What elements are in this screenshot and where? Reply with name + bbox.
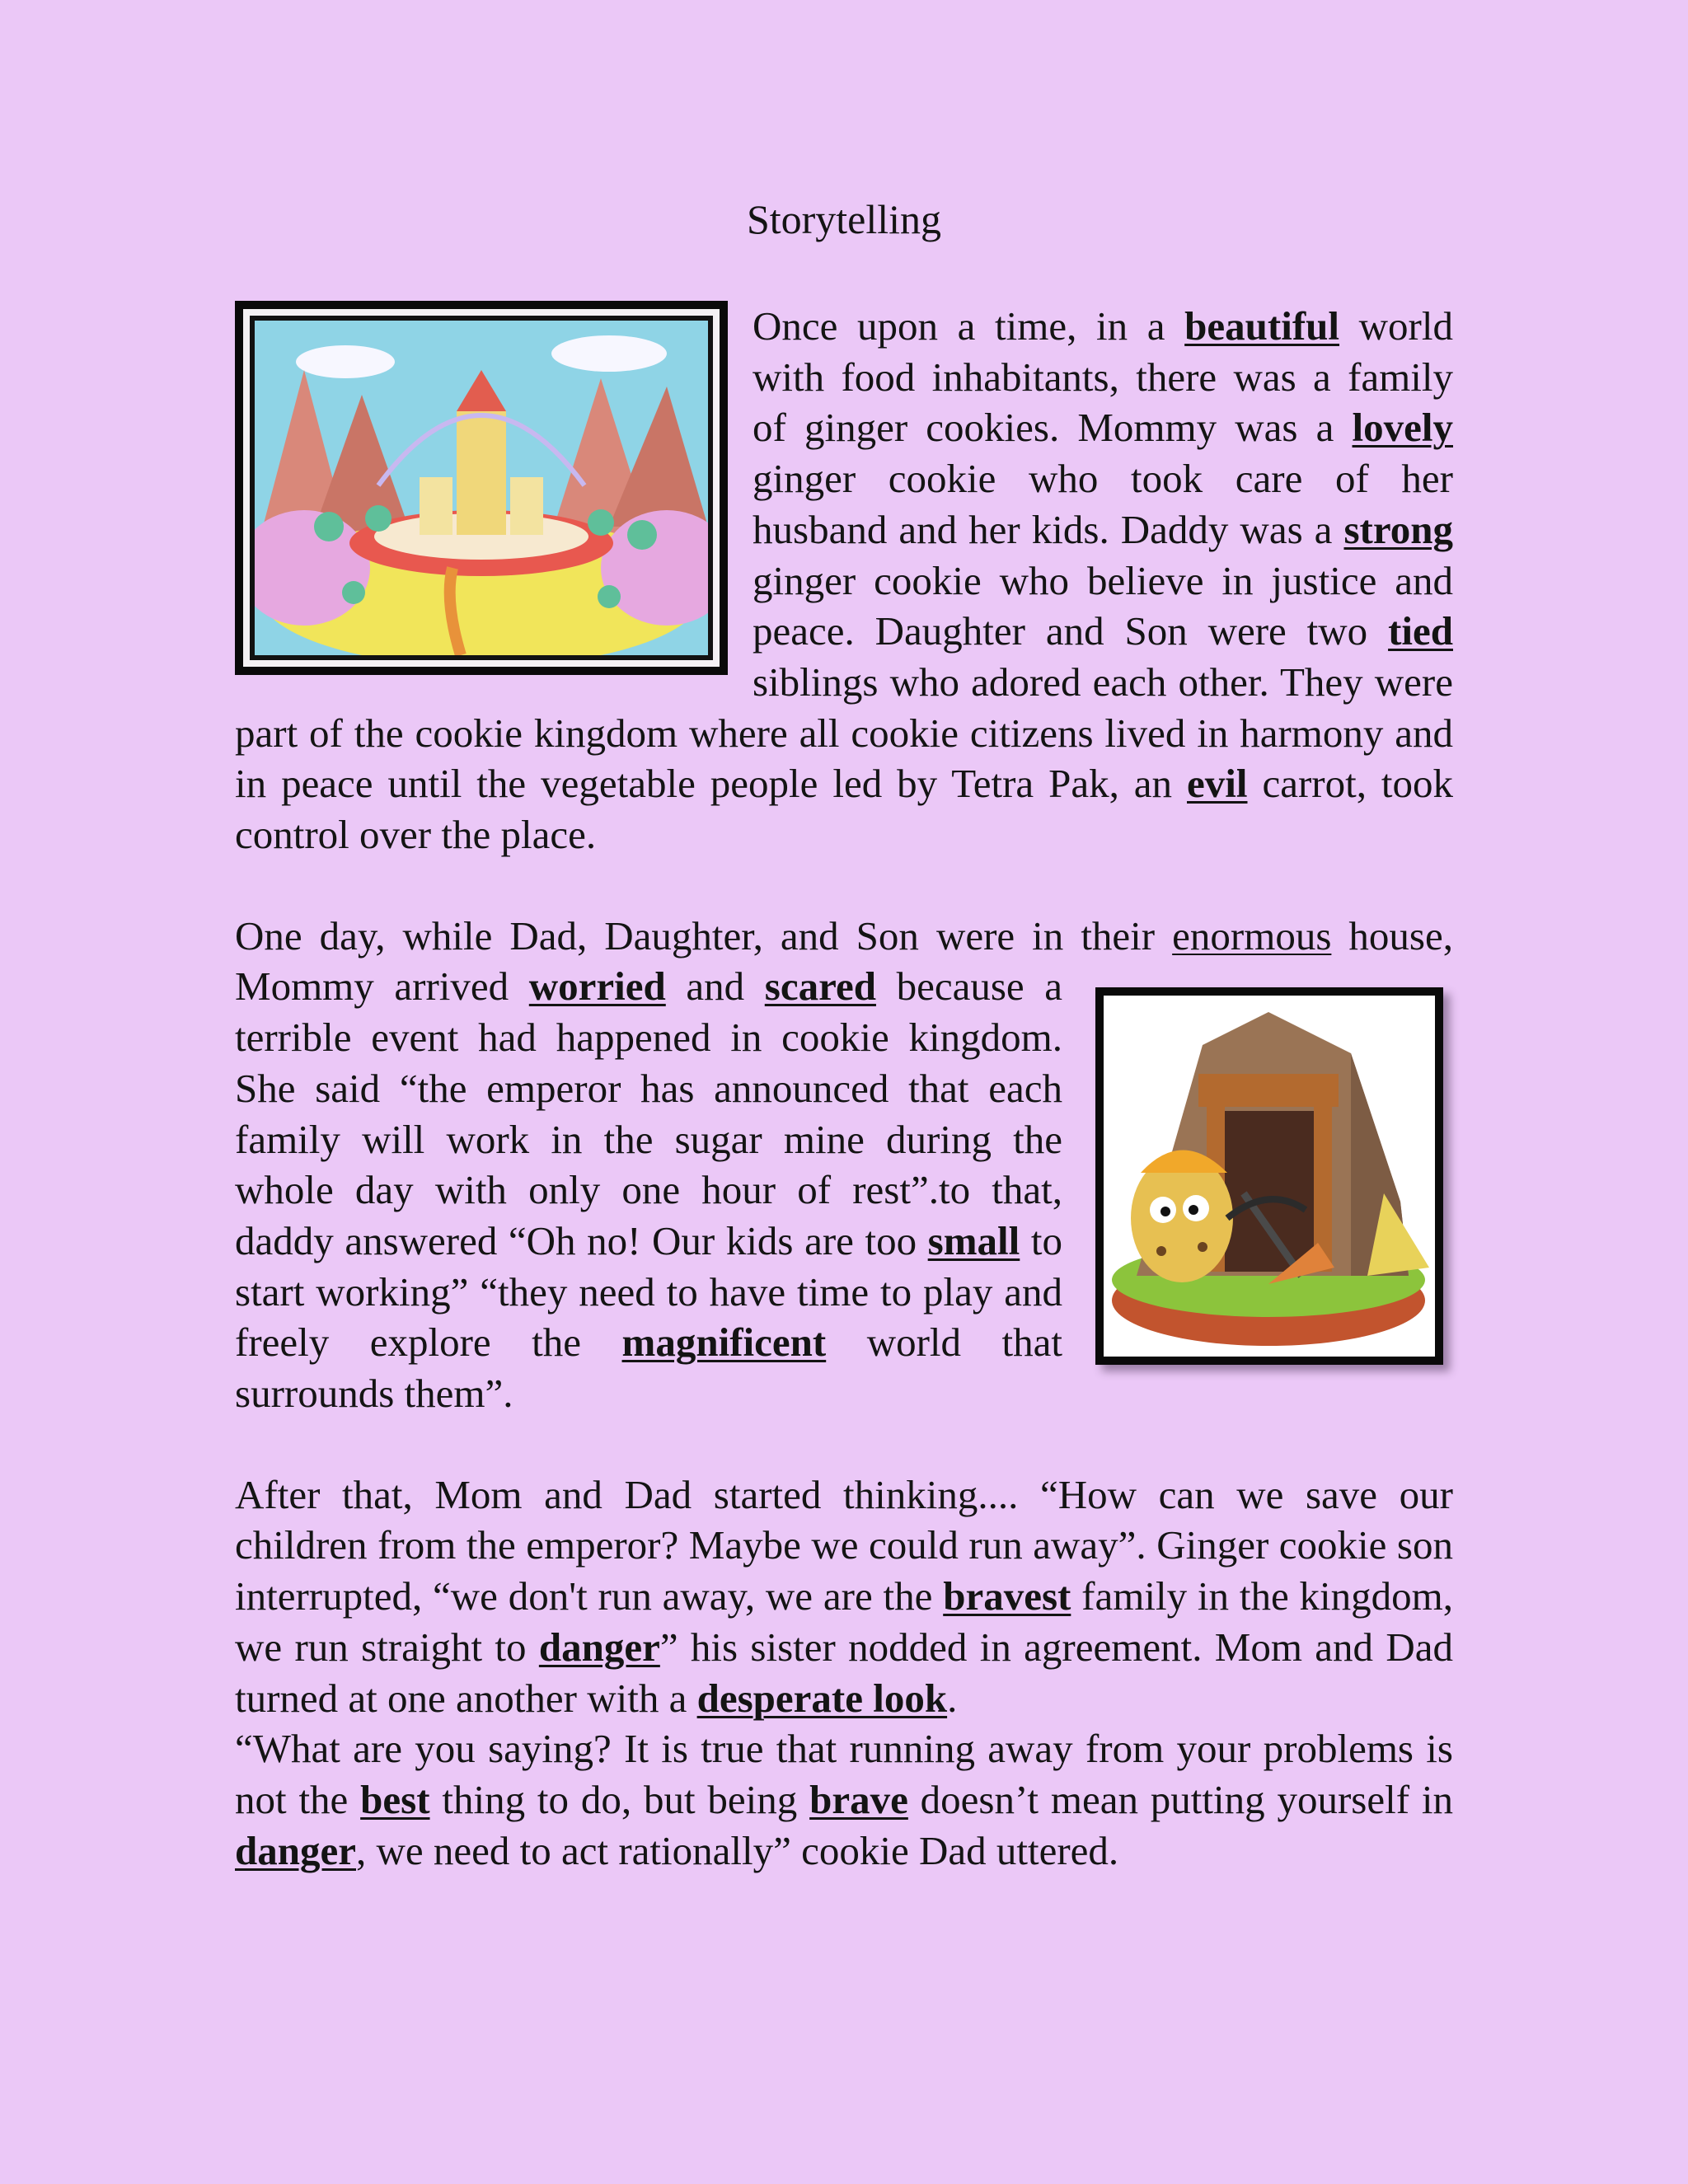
paragraph-2: One day, while Dad, Daughter, and Son were in their enormous house, Mommy arrived worried and scared because a terrible event had happened in cookie kingdom. She said “the emperor has announced that each family will work in the sugar mine during the whole day with only one hour of rest”.to that, daddy answered “Oh no! Our kids are too small to start working” “they need to have time to play and freely explore the magnificent world that surrounds them”.: [235, 912, 1453, 1417]
cookie-miner-illustration: [1104, 996, 1435, 1357]
keyword-enormous: enormous: [1172, 912, 1332, 958]
candy-kingdom-illustration: [255, 321, 708, 655]
paragraph-4: “What are you saying? It is true that running away from your problems is not the best thing to do, but being brave doesn’t mean putting yourself in danger, we need to act rationally” cookie Dad uttered.: [235, 1726, 1453, 1873]
keyword-best: best: [360, 1776, 430, 1822]
page-title: Storytelling: [746, 196, 942, 242]
keyword-tied: tied: [1388, 608, 1453, 654]
keyword-scared: scared: [764, 963, 876, 1010]
story-body: [235, 301, 1453, 1876]
keyword-bravest: bravest: [943, 1573, 1071, 1619]
kingdom-image-frame: [250, 316, 713, 660]
keyword-evil: evil: [1187, 761, 1248, 807]
keyword-worried: worried: [528, 963, 666, 1010]
keyword-small: small: [927, 1217, 1020, 1263]
keyword-brave: brave: [809, 1776, 908, 1822]
kingdom-image: [235, 301, 728, 675]
keyword-magnificent: magnificent: [621, 1319, 827, 1366]
mine-image: [1095, 987, 1443, 1365]
keyword-danger: danger: [538, 1624, 660, 1670]
paragraph-1: Once upon a time, in a beautiful world with food inhabitants, there was a family of ginger cookies. Mommy was a lovely ginger cookie who took care of her husband and her kids. Daddy was a strong ginger cookie who believe in justice and peace. Daughter and Son were two tied siblings who adored each other. They were part of the cookie kingdom where all cookie citizens lived in harmony and in peace until the vegetable people led by Tetra Pak, an evil carrot, took control over the place.: [235, 301, 1453, 860]
keyword-beautiful: beautiful: [1184, 303, 1340, 349]
keyword-danger-2: danger: [235, 1827, 356, 1873]
keyword-desperate-look: desperate look: [696, 1675, 948, 1721]
keyword-lovely: lovely: [1352, 405, 1453, 451]
paragraph-3: After that, Mom and Dad started thinking.... “How can we save our children from the emperor? Maybe we could run away”. Ginger cookie son interrupted, “we don't run away, we are the bravest family in the kingdom, we run straight to danger” his sister nodded in agreement. Mom and Dad turned at one another with a desperate look.: [235, 1471, 1453, 1721]
keyword-strong: strong: [1343, 506, 1453, 552]
